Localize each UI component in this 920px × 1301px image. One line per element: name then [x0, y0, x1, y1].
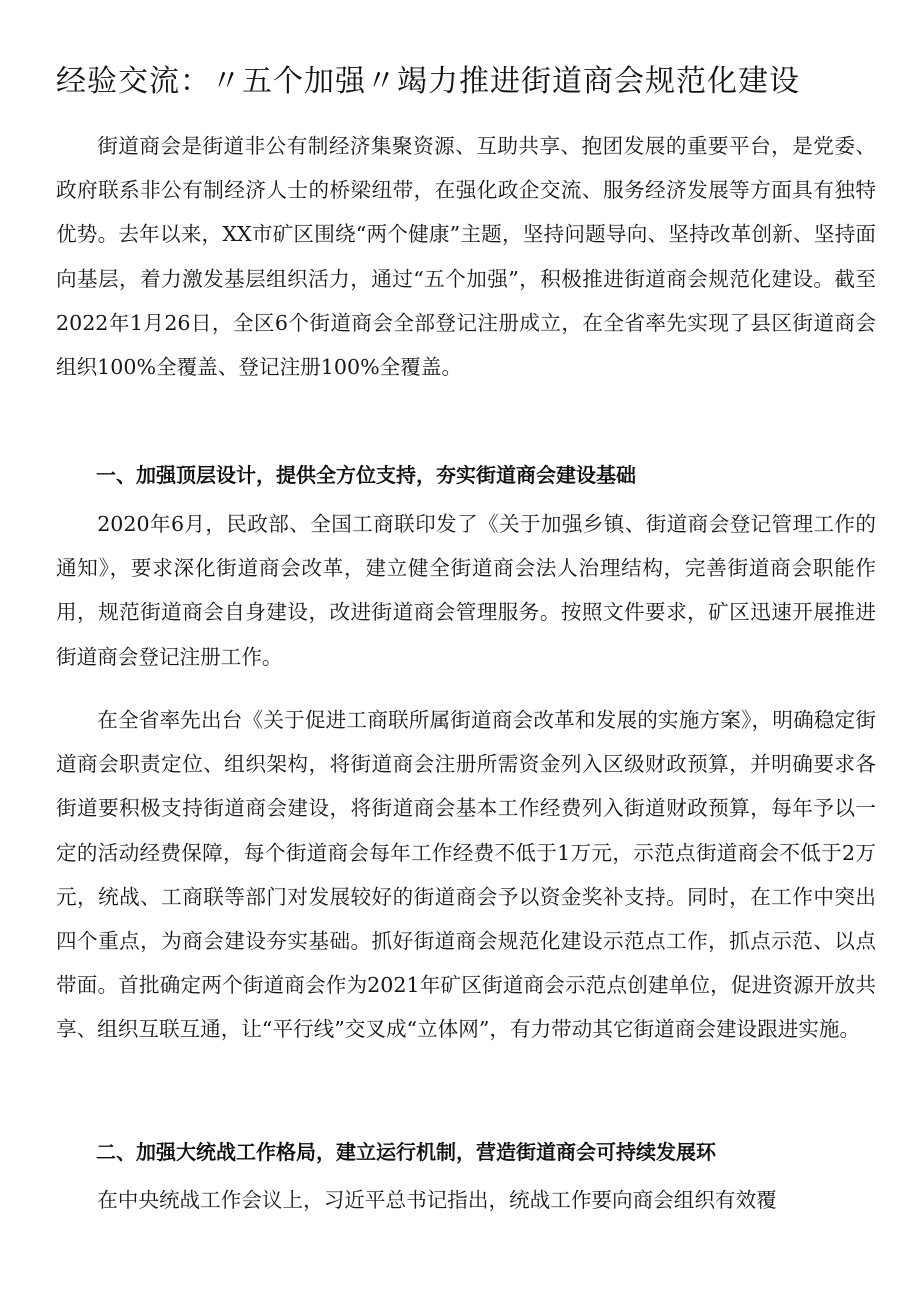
section-1-paragraph-2: 在全省率先出台《关于促进工商联所属街道商会改革和发展的实施方案》，明确稳定街道商会职责定位、组织架构，将街道商会注册所需资金列入区级财政预算，并明确要求各街道要积极支持街道商会建设，将街道商会基本工作经费列入街道财政预算，每年予以一定的活动经费保障，每个街道商会每年工作经费不低于1万元，示范点街道商会不低于2万元，统战、工商联等部门对发展较好的街道商会予以资金奖补支持。同时，在工作中突出四个重点，为商会建设夯实基础。抓好街道商会规范化建设示范点工作，抓点示范、以点带面。首批确定两个街道商会作为2021年矿区街道商会示范点创建单位，促进资源开放共享、组织互联互通，让“平行线”交叉成“立体网”，有力带动其它街道商会建设跟进实施。	[56, 708, 876, 1042]
section-2-paragraph-1: 在中央统战工作会议上，习近平总书记指出，统战工作要向商会组织有效覆	[97, 1188, 777, 1212]
section-heading-2: 二、加强大统战工作格局，建立运行机制，营造街道商会可持续发展环	[96, 1140, 716, 1164]
section-heading-1: 一、加强顶层设计，提供全方位支持，夯实街道商会建设基础	[96, 463, 636, 487]
section-1-paragraph-1: 2020年6月，民政部、全国工商联印发了《关于加强乡镇、街道商会登记管理工作的通知》，要求深化街道商会改革，建立健全街道商会法人治理结构，完善街道商会职能作用，规范街道商会自身建设，改进街道商会管理服务。按照文件要求，矿区迅速开展推进街道商会登记注册工作。	[56, 512, 876, 669]
intro-paragraph: 街道商会是街道非公有制经济集聚资源、互助共享、抱团发展的重要平台，是党委、政府联系非公有制经济人士的桥梁纽带，在强化政企交流、服务经济发展等方面具有独特优势。去年以来，XX市矿区围绕“两个健康”主题，坚持问题导向、坚持改革创新、坚持面向基层，着力激发基层组织活力，通过“五个加强”，积极推进街道商会规范化建设。截至2022年1月26日，全区6个街道商会全部登记注册成立，在全省率先实现了县区街道商会组织100%全覆盖、登记注册100%全覆盖。	[56, 134, 876, 380]
document-title: 经验交流：〃五个加强〃竭力推进街道商会规范化建设	[56, 64, 800, 99]
